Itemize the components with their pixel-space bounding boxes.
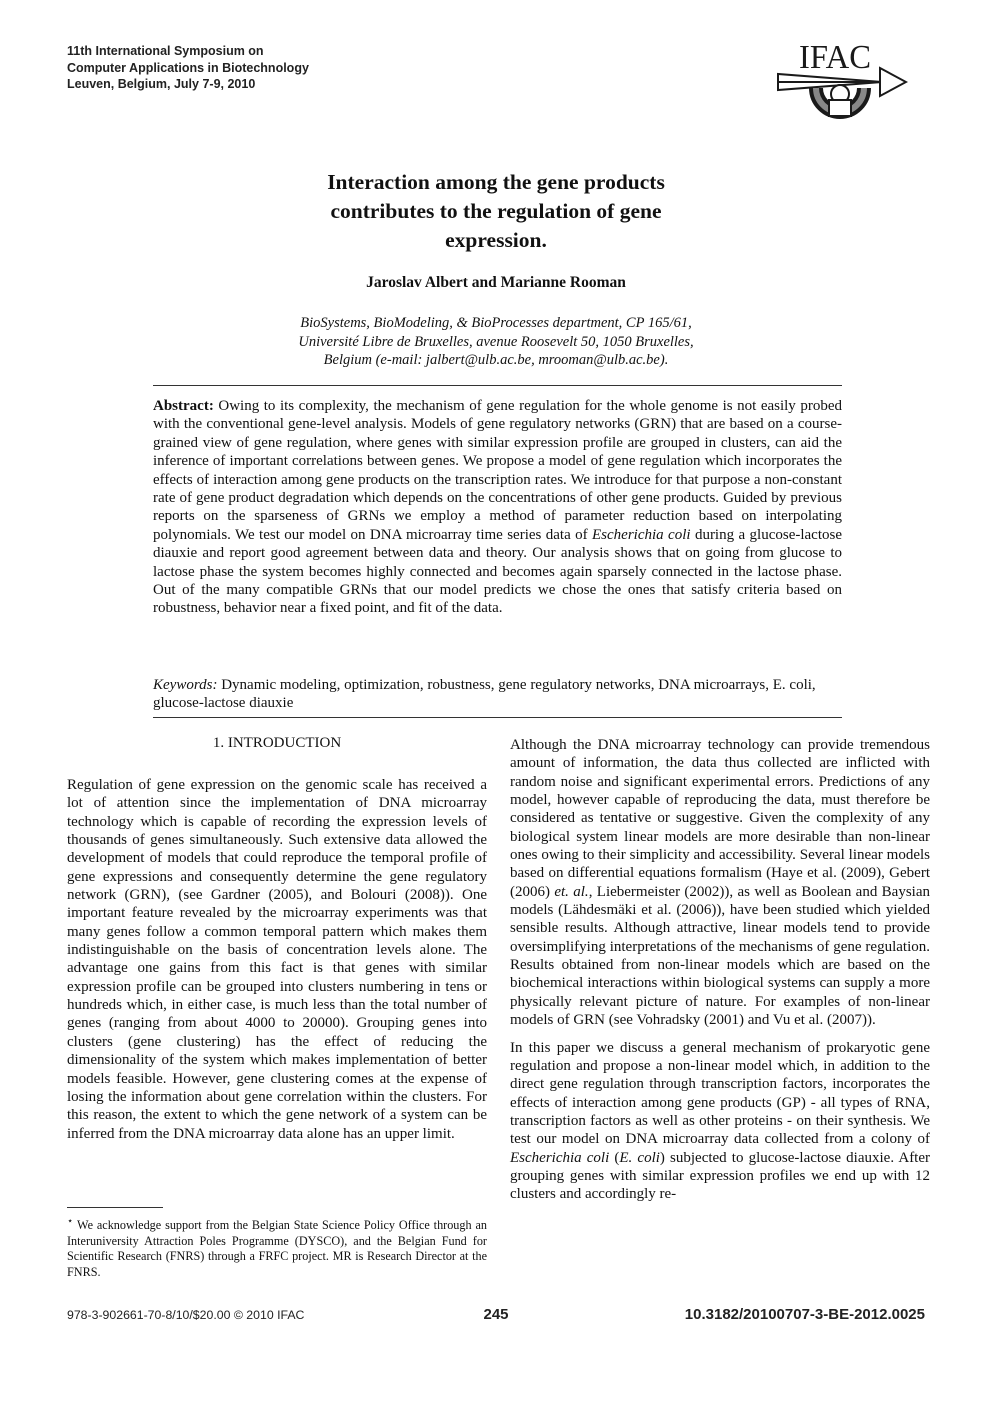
paragraph-text-continued: , Liebermeister (2002)), as well as Boolean and Baysian models (Lähdesmäki et al. (2006)), have been studied which yielded sensible results. Although attractive, linear models tend to provide oversimplifying interpretations of the mechanisms of gene regulation. Results obtained from non-linear models which are based on the biochemical interactions within biological systems can supply a more physically relevant picture of nature. For examples of non-linear models of GRN (see Vohradsky (2001) and Vu et al. (2007)). [510, 883, 930, 1029]
abstract-text: Owing to its complexity, the mechanism of gene regulation for the whole genome is not easily probed with the conventional gene-level analysis. Models of gene regulatory networks (GRN) that are based on a course-grained view of gene regulation, where genes with similar expression profile are grouped in clusters, can aid the inference of important correlations between genes. We propose a model of gene regulation which incorporates the effects of interaction among gene products on the transcription rates. We introduce for that purpose a non-constant rate of gene product degradation which depends on the concentrations of other gene products. Guided by previous reports on the sparseness of GRNs we employ a method of parameter reduction based on interpolating polynomials. We test our model on DNA microarray time series data of [153, 398, 843, 543]
conference-header [67, 43, 309, 93]
conference-line: Computer Applications in Biotechnology [67, 60, 309, 75]
intro-paragraph: Regulation of gene expression on the genomic scale has received a lot of attention since the implementation of DNA microarray technology which is capable of recording the expression levels of thousands of genes simultaneously. Such extensive data allowed the development of models that could reproduce the temporal profile of gene expressions and consequently determine the gene regulatory network (GRN), (see Gardner (2005), and Bolouri (2008)). One important feature revealed by the microarray experiments was that many genes follow a common temporal pattern which makes them indistinguishable on the basis of concentration levels alone. The advantage one gains from this fact is that genes with similar expression profile can be grouped into clusters numbering in tens or hundreds which, in either case, is much less than the total number of genes (ranging from about 4000 to 20000). Grouping genes into clusters (gene clustering) has the effect of reducing the dimensionality of the system which makes implementation of better models feasible. However, gene clustering comes at the expense of losing the information about gene correlation within the clusters. For this reason, the extent to which the gene network of a system can be inferred from the DNA microarray data alone has an upper limit. [67, 777, 487, 1142]
abstract [153, 397, 842, 618]
intro-paragraph [510, 736, 930, 1030]
title-line: expression. [445, 228, 547, 252]
affiliation-line: Belgium (e-mail: jalbert@ulb.ac.be, mrooman@ulb.ac.be). [323, 352, 669, 368]
abstract-organism: Escherichia coli [592, 526, 691, 543]
left-column [67, 776, 487, 1143]
affiliation-line: BioSystems, BioModeling, & BioProcesses department, CP 165/61, [300, 315, 692, 331]
footnote-text: We acknowledge support from the Belgian State Science Policy Office through an Interuniversity Attraction Poles Programme (DYSCO), and the Belgian Fund for Scientific Research (FNRS) through a FRFC project. MR is Research Director at the FNRS. [67, 1218, 487, 1279]
abstract-top-rule [153, 385, 842, 386]
et-al-italic: et. al. [554, 883, 589, 900]
keywords [153, 676, 842, 713]
ifac-logo [776, 38, 908, 128]
paper-title [200, 168, 792, 255]
paragraph-text: In this paper we discuss a general mechanism of prokaryotic gene regulation and propose a non-linear model which, in addition to the direct gene regulation through transcription factors, incorporates the effects of interaction among gene products (GP) - all types of RNA, transcription factors as well as other proteins - on their synthesis. We test our model on DNA microarray data collected from a colony of [510, 1039, 930, 1148]
paper-authors: Jaroslav Albert and Marianne Rooman [366, 274, 626, 291]
paragraph-text-continued: ) subjected to glucose-lactose diauxie. After grouping genes with similar expression profiles we end up with 12 clusters and accordingly re- [510, 1149, 931, 1203]
footnote-mark: ⋆ [67, 1216, 74, 1227]
right-column [510, 736, 930, 1204]
keywords-label: Keywords: [153, 677, 218, 693]
footnote-rule [67, 1207, 163, 1208]
abstract-bottom-rule [153, 717, 842, 718]
intro-paragraph [510, 1039, 930, 1204]
abstract-text-continued: during a glucose-lactose diauxie and report good agreement between data and theory. Our analysis shows that on going from glucose to lactose phase the system becomes highly connected and becomes again sparsely connected in the lactose phase. Out of the many compatible GRNs that our model predicts we chose the ones that satisfy criteria based on robustness, behavior near a fixed point, and fit of the data. [153, 526, 842, 617]
paren-open: ( [614, 1149, 620, 1166]
author-affiliation [200, 314, 792, 370]
footer-page-number: 245 [483, 1306, 509, 1323]
abstract-label: Abstract: [153, 398, 214, 414]
logo-text: IFAC [799, 39, 871, 76]
section-heading-introduction: 1. INTRODUCTION [212, 735, 342, 751]
footer-isbn: 978-3-902661-70-8/10/$20.00 © 2010 IFAC [67, 1308, 305, 1322]
title-line: contributes to the regulation of gene [330, 199, 662, 223]
organism-italic: Escherichia coli [510, 1149, 610, 1166]
paragraph-text: Although the DNA microarray technology can provide tremendous amount of information, the data thus collected are inflicted with random noise and significant experimental errors. Predictions of any model, however capable of reproducing the data, must therefore be considered as tentative or suggestive. Given the complexity of any biological system linear models are more desirable than non-linear ones owing to their simplicity and accessibility. Several linear models based on differential equations formalism (Haye et al. (2009), Gebert (2006) [510, 737, 930, 900]
keywords-text: Dynamic modeling, optimization, robustness, gene regulatory networks, DNA microarrays, E. coli, glucose-lactose diauxie [153, 677, 816, 712]
conference-line: 11th International Symposium on [67, 44, 264, 58]
acknowledgement-footnote [67, 1214, 487, 1280]
organism-abbrev-italic: E. coli [619, 1149, 660, 1166]
title-line: Interaction among the gene products [327, 170, 665, 194]
footer-doi: 10.3182/20100707-3-BE-2012.0025 [684, 1306, 925, 1323]
conference-line: Leuven, Belgium, July 7-9, 2010 [67, 77, 256, 91]
affiliation-line: Université Libre de Bruxelles, avenue Roosevelt 50, 1050 Bruxelles, [298, 333, 694, 350]
